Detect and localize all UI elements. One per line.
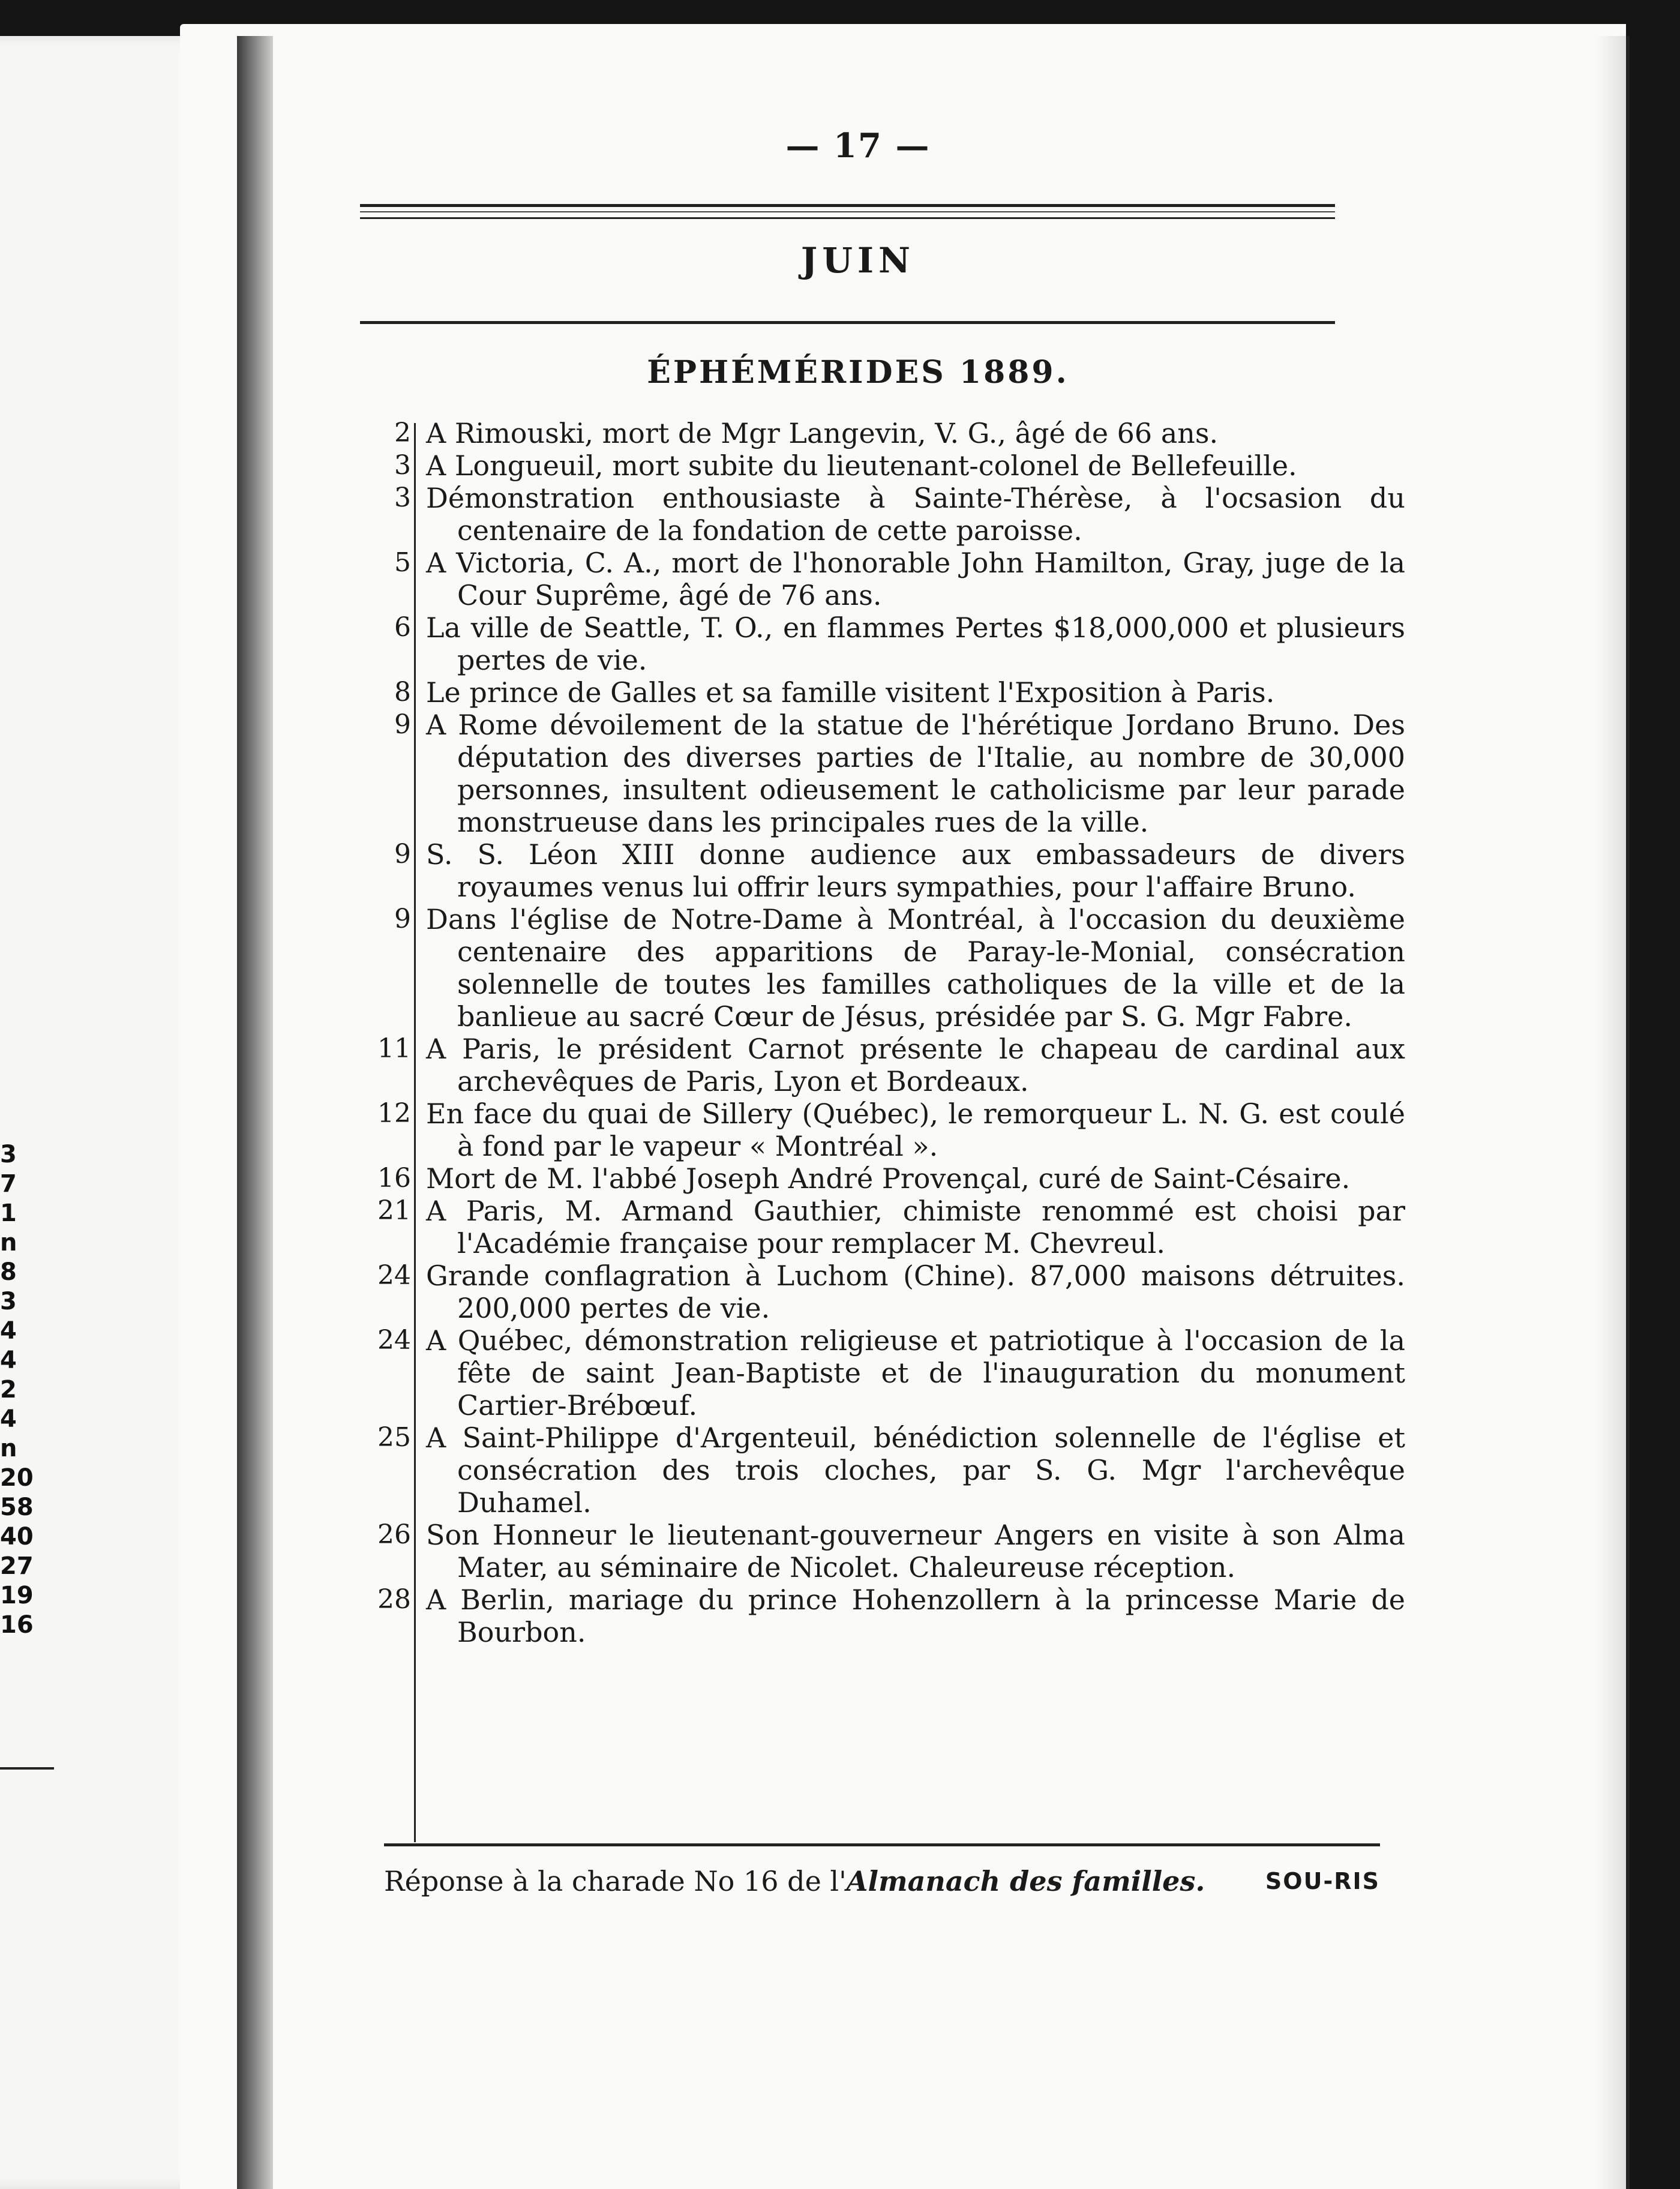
list-item <box>360 1324 1405 1422</box>
list-item <box>360 417 1380 449</box>
entry-text: A Longueuil, mort subite du lieutenant-colonel de Bellefeuille. <box>426 449 1297 482</box>
left-margin-digit: 19 <box>0 1582 34 1609</box>
list-item <box>360 1033 1405 1098</box>
entry-day: 9 <box>394 839 411 869</box>
entry-text: Dans l'église de Notre-Dame à Montréal, à l'occasion du deuxième centenaire des apparitions de Paray-le-Monial, consécration solennelle de toutes les familles catholiques de la ville et de la banlieue au sacré Cœur de Jésus, présidée par S. G. Mgr Fabre. <box>426 903 1405 1033</box>
left-margin-digit: 2 <box>0 1376 17 1404</box>
list-item <box>360 1260 1405 1324</box>
entry-text: A Berlin, mariage du prince Hohenzollern à la princesse Marie de Bourbon. <box>426 1584 1405 1648</box>
list-item <box>360 709 1405 838</box>
entry-day: 5 <box>394 547 411 578</box>
page-right-edge <box>1596 36 1630 2189</box>
entry-text: A Saint-Philippe d'Argenteuil, bénédiction solennelle de l'église et consécration des trois cloches, par S. G. Mgr l'archevêque Duhamel. <box>426 1422 1405 1519</box>
left-margin-digit: 27 <box>0 1552 34 1580</box>
section-rule <box>360 321 1335 324</box>
list-item <box>360 676 1380 709</box>
left-margin-digit: 58 <box>0 1494 34 1521</box>
page-number: — 17 — <box>785 126 931 166</box>
footer-text-italic: Almanach des familles. <box>846 1865 1205 1897</box>
entry-text: A Paris, M. Armand Gauthier, chimiste renommé est choisi par l'Académie française pour remplacer M. Chevreul. <box>426 1195 1405 1260</box>
list-item <box>360 903 1405 1033</box>
entry-text: Son Honneur le lieutenant-gouverneur Angers en visite à son Alma Mater, au séminaire de Nicolet. Chaleureuse réception. <box>426 1519 1405 1584</box>
left-margin-digit: 8 <box>0 1258 17 1286</box>
left-margin-digit: 16 <box>0 1611 34 1639</box>
entry-day: 3 <box>394 450 411 481</box>
left-margin-digit: 4 <box>0 1317 17 1345</box>
entry-day: 6 <box>394 612 411 643</box>
entry-day: 9 <box>394 709 411 740</box>
entry-text: Le prince de Galles et sa famille visitent l'Exposition à Paris. <box>426 676 1275 709</box>
entry-text: S. S. Léon XIII donne audience aux embassadeurs de divers royaumes venus lui offrir leurs sympathies, pour l'affaire Bruno. <box>426 838 1405 903</box>
entry-day: 9 <box>394 904 411 934</box>
left-margin-digit: 3 <box>0 1288 17 1315</box>
entry-day: 8 <box>394 677 411 707</box>
left-margin-digit: n <box>0 1229 17 1257</box>
entry-day: 12 <box>377 1098 411 1129</box>
entry-text: Démonstration enthousiaste à Sainte-Thérèse, à l'ocsasion du centenaire de la fondation de cette paroisse. <box>426 482 1405 547</box>
entry-text: A Rome dévoilement de la statue de l'hérétique Jordano Bruno. Des députation des diverses parties de l'Italie, au nombre de 30,000 personnes, insultent odieusement le catholicisme par leur parade monstrueuse dans les principales rues de la ville. <box>426 709 1405 838</box>
footer <box>384 1863 1380 1899</box>
entry-day: 24 <box>377 1260 411 1291</box>
entry-day: 28 <box>377 1584 411 1615</box>
left-margin-digit: 7 <box>0 1170 17 1198</box>
entry-day: 11 <box>377 1033 411 1064</box>
list-item <box>360 1162 1380 1195</box>
header-rule <box>360 217 1335 219</box>
footer-rule <box>384 1843 1380 1846</box>
list-item <box>360 1195 1405 1260</box>
list-item <box>360 1519 1405 1584</box>
header-rule <box>360 211 1335 212</box>
entry-text: Grande conflagration à Luchom (Chine). 87,000 maisons détruites. 200,000 pertes de vie. <box>426 1260 1405 1324</box>
list-item <box>360 1584 1405 1648</box>
left-page-rule <box>0 1767 54 1770</box>
entry-day: 26 <box>377 1519 411 1550</box>
entry-text: A Victoria, C. A., mort de l'honorable John Hamilton, Gray, juge de la Cour Suprême, âgé de 76 ans. <box>426 547 1405 611</box>
footer-text <box>384 1863 1205 1899</box>
entry-day: 16 <box>377 1163 411 1194</box>
footer-signature: SOU-RIS <box>1265 1868 1380 1894</box>
entry-day: 3 <box>394 482 411 513</box>
list-item <box>360 611 1405 676</box>
left-margin-digit: 1 <box>0 1200 17 1227</box>
header-rule <box>360 204 1335 207</box>
footer-text-prefix: Réponse à la charade No 16 de l' <box>384 1865 847 1897</box>
entry-text: En face du quai de Sillery (Québec), le remorqueur L. N. G. est coulé à fond par le vapeur « Montréal ». <box>426 1098 1405 1162</box>
left-margin-digit: 4 <box>0 1347 17 1374</box>
left-margin-digit: 40 <box>0 1523 34 1551</box>
list-item <box>360 838 1405 903</box>
left-margin-digit: 4 <box>0 1405 17 1433</box>
list-item <box>360 547 1405 611</box>
entry-text: A Rimouski, mort de Mgr Langevin, V. G., âgé de 66 ans. <box>426 417 1219 449</box>
month-title: JUIN <box>800 240 916 281</box>
left-margin-digit: n <box>0 1435 17 1462</box>
list-item <box>360 1098 1405 1162</box>
entry-day: 25 <box>377 1422 411 1453</box>
entry-day: 21 <box>377 1195 411 1226</box>
entry-text: Mort de M. l'abbé Joseph André Provençal, curé de Saint-Césaire. <box>426 1162 1351 1195</box>
entry-text: A Québec, démonstration religieuse et patriotique à l'occasion de la fête de saint Jean-Baptiste et de l'inauguration du monument Cartier-Brébœuf. <box>426 1324 1405 1422</box>
ephemerides-list <box>360 417 1405 1648</box>
left-margin-digit: 20 <box>0 1464 34 1492</box>
entry-text: A Paris, le président Carnot présente le chapeau de cardinal aux archevêques de Paris, Lyon et Bordeaux. <box>426 1033 1405 1098</box>
left-margin-digit: 3 <box>0 1141 17 1168</box>
entry-day: 2 <box>394 418 411 448</box>
left-margin-digits <box>0 1140 36 1640</box>
entry-day: 24 <box>377 1325 411 1356</box>
book-gutter <box>237 36 273 2189</box>
list-item <box>360 1422 1405 1519</box>
list-item <box>360 449 1380 482</box>
section-title: ÉPHÉMÉRIDES 1889. <box>647 354 1069 391</box>
list-item <box>360 482 1405 547</box>
entry-text: La ville de Seattle, T. O., en flammes Pertes $18,000,000 et plusieurs pertes de vie. <box>426 611 1405 676</box>
